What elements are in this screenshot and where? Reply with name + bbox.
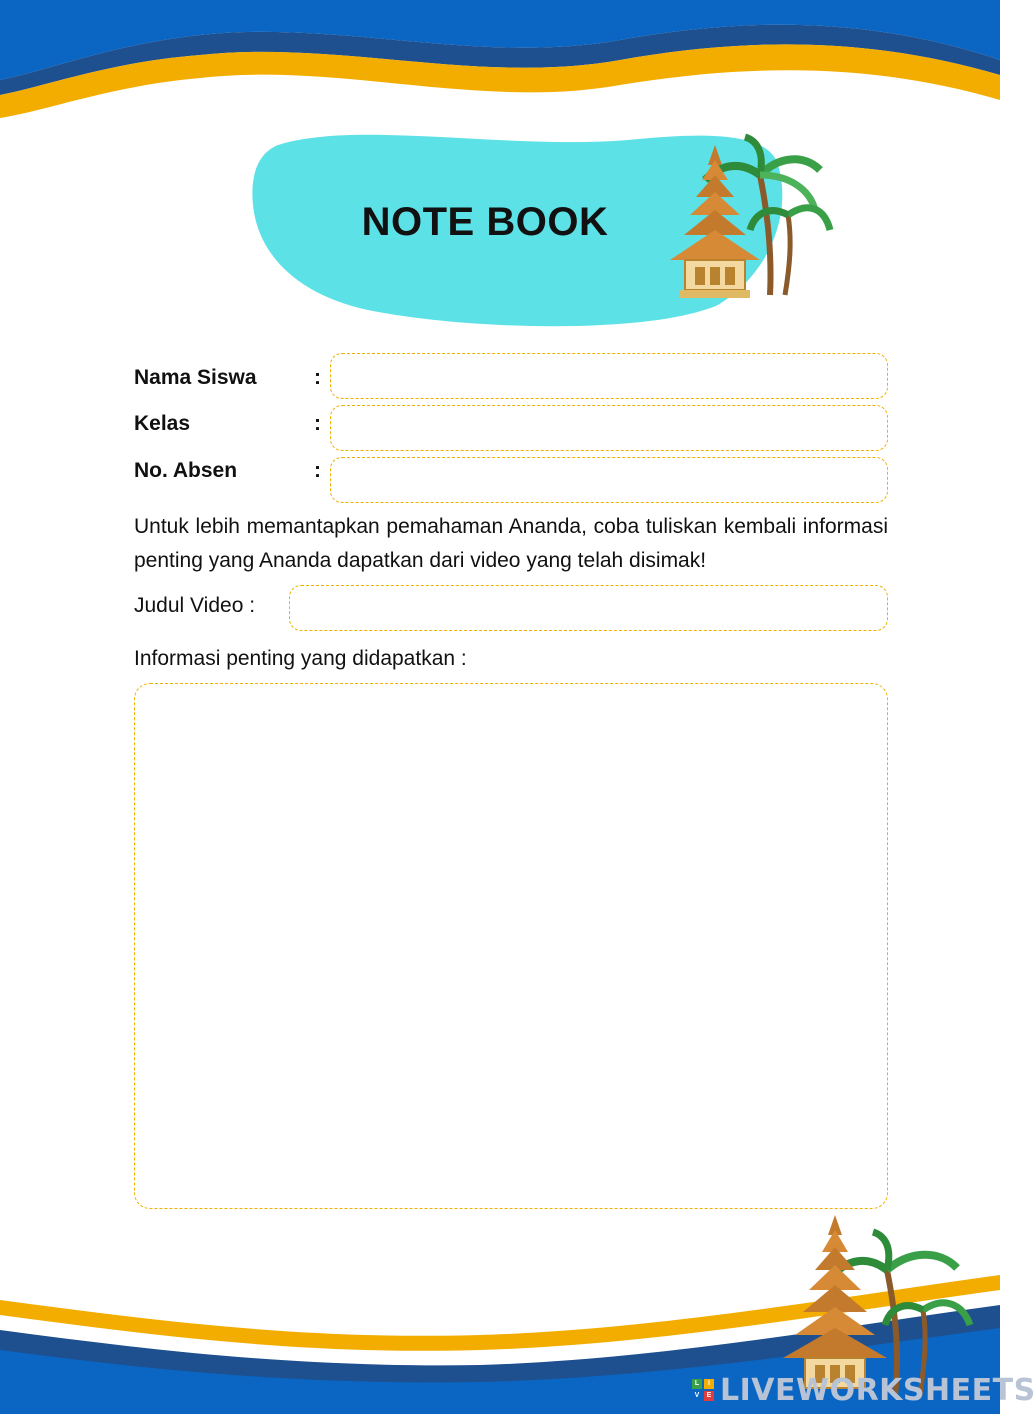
logo-letter: V [692,1391,702,1401]
instruction-text: Untuk lebih memantapkan pemahaman Ananda, coba tuliskan kembali informasi penting yang Ananda dapatkan dari video yang telah disimak! [134,515,888,572]
temple-icon [775,1210,975,1400]
liveworksheets-watermark [692,1374,1036,1406]
watermark-text: LIVEWORKSHEETS [720,1372,1036,1408]
logo-letter: E [704,1391,714,1401]
class-field[interactable] [330,405,888,451]
name-colon: : [314,366,321,389]
temple-icon [660,135,835,305]
attendance-number-field[interactable] [330,457,888,503]
class-colon: : [314,412,321,435]
video-title-label: Judul Video : [134,594,256,617]
important-info-textarea[interactable] [134,683,888,1209]
name-label: Nama Siswa [134,366,257,389]
page-title: NOTE BOOK [361,200,609,244]
attendance-number-label: No. Absen [134,459,238,482]
student-name-field[interactable] [330,353,888,399]
important-info-label: Informasi penting yang didapatkan : [134,647,467,670]
class-label: Kelas [134,412,191,435]
logo-letter: L [692,1379,702,1389]
liveworksheets-logo-icon [692,1379,714,1401]
video-title-field[interactable] [289,585,888,631]
top-wave-decoration [0,0,1000,130]
attendance-number-colon: : [314,459,321,482]
logo-letter: I [704,1379,714,1389]
